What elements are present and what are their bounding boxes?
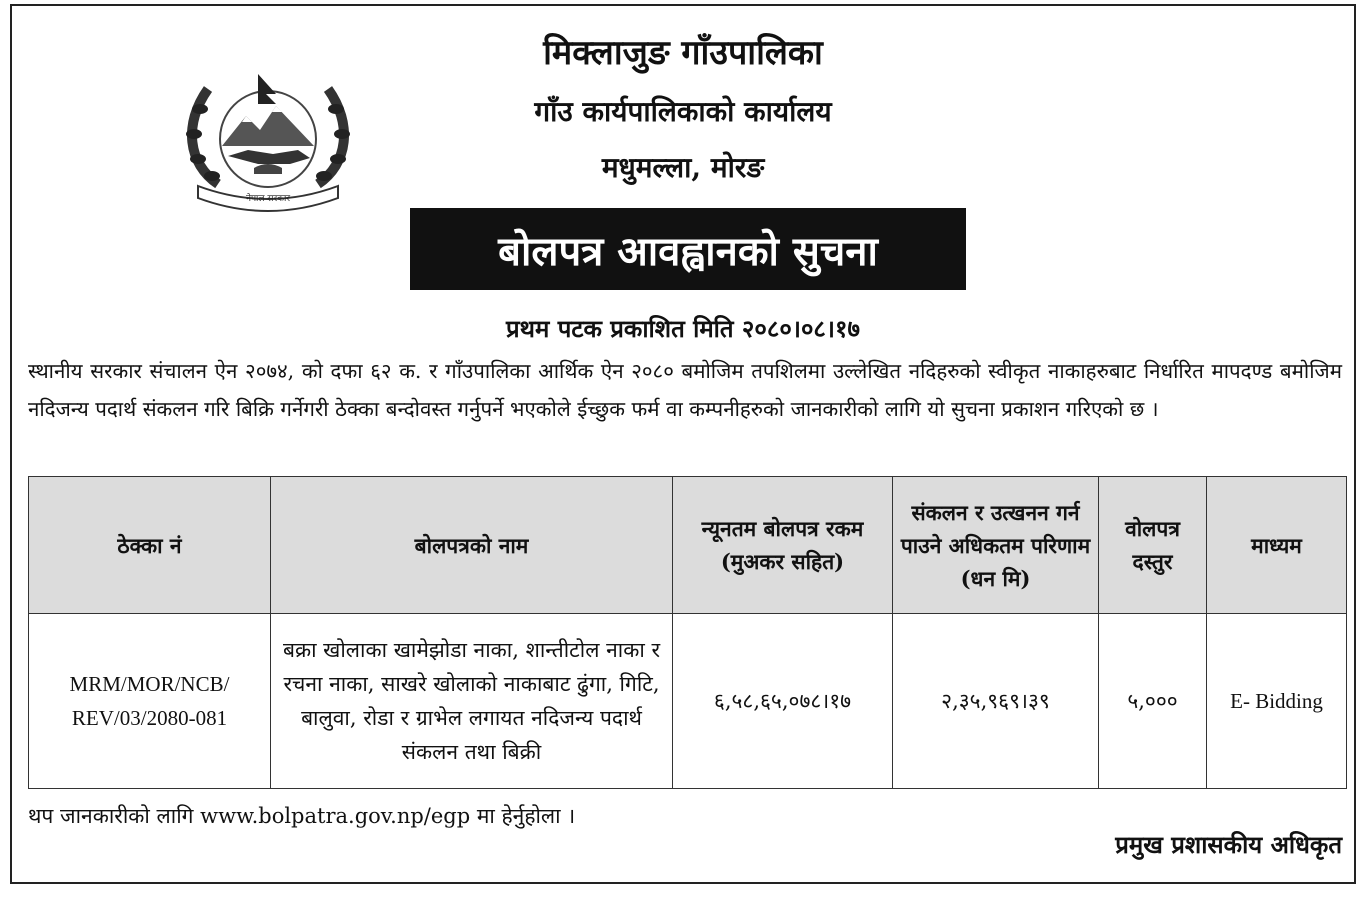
municipality-name: मिक्लाजुङ गाँउपालिका	[543, 33, 823, 73]
table-row	[29, 614, 1347, 789]
notice-page	[10, 4, 1356, 884]
signature: प्रमुख प्रशासकीय अधिकृत	[1115, 830, 1342, 859]
cell-max-quantity: २,३५,९६९।३९	[893, 614, 1099, 789]
nepal-emblem-icon	[178, 64, 358, 214]
header-fee: वोलपत्र दस्तुर	[1099, 477, 1207, 614]
cell-contract-no: MRM/MOR/NCB/ REV/03/2080-081	[29, 614, 271, 789]
cell-fee: ५,०००	[1099, 614, 1207, 789]
cell-bid-name: बक्रा खोलाका खामेझोडा नाका, शान्तीटोल नाका र रचना नाका, साखरे खोलाको नाकाबाट ढुंगा, गिटि, बालुवा, रोडा र ग्राभेल लगायत नदिजन्य पदार्थ संकलन तथा बिक्री	[271, 614, 673, 789]
header-contract-no: ठेक्का नं	[29, 477, 271, 614]
notice-intro: स्थानीय सरकार संचालन ऐन २०७४, को दफा ६२ क. र गाँउपालिका आर्थिक ऐन २०८० बमोजिम तपशिलमा उल्लेखित नदिहरुको स्वीकृत नाकाहरुबाट निर्धारित मापदण्ड बमोजिम नदिजन्य पदार्थ संकलन गरि बिक्रि गर्नेगरी ठेक्का बन्दोवस्त गर्नुपर्ने भएकोले ईच्छुक फर्म वा कम्पनीहरुको जानकारीको लागि यो सुचना प्रकाशन गरिएको छ ।	[28, 359, 1342, 421]
header-max-quantity: संकलन र उत्खनन गर्न पाउने अधिकतम परिणाम (धन मि)	[893, 477, 1099, 614]
header-bid-name: बोलपत्रको नाम	[271, 477, 673, 614]
header-medium: माध्यम	[1207, 477, 1347, 614]
header-min-amount: न्यूनतम बोलपत्र रकम (मुअकर सहित)	[673, 477, 893, 614]
emblem-caption: नेपाल सरकार	[245, 194, 291, 204]
tender-table	[28, 476, 1347, 789]
publication-date: प्रथम पटक प्रकाशित मिति २०८०।०८।१७	[506, 314, 860, 343]
office-name: गाँउ कार्यपालिकाको कार्यालय	[534, 95, 832, 128]
cell-medium: E- Bidding	[1207, 614, 1347, 789]
cell-min-amount: ६,५८,६५,०७८।१७	[673, 614, 893, 789]
office-location: मधुमल्ला, मोरङ	[601, 151, 765, 184]
footer-note: थप जानकारीको लागि www.bolpatra.gov.np/egp मा हेर्नुहोला ।	[28, 804, 576, 828]
notice-title: बोलपत्र आवह्वानको सुचना	[410, 208, 966, 290]
table-header-row	[29, 477, 1347, 614]
